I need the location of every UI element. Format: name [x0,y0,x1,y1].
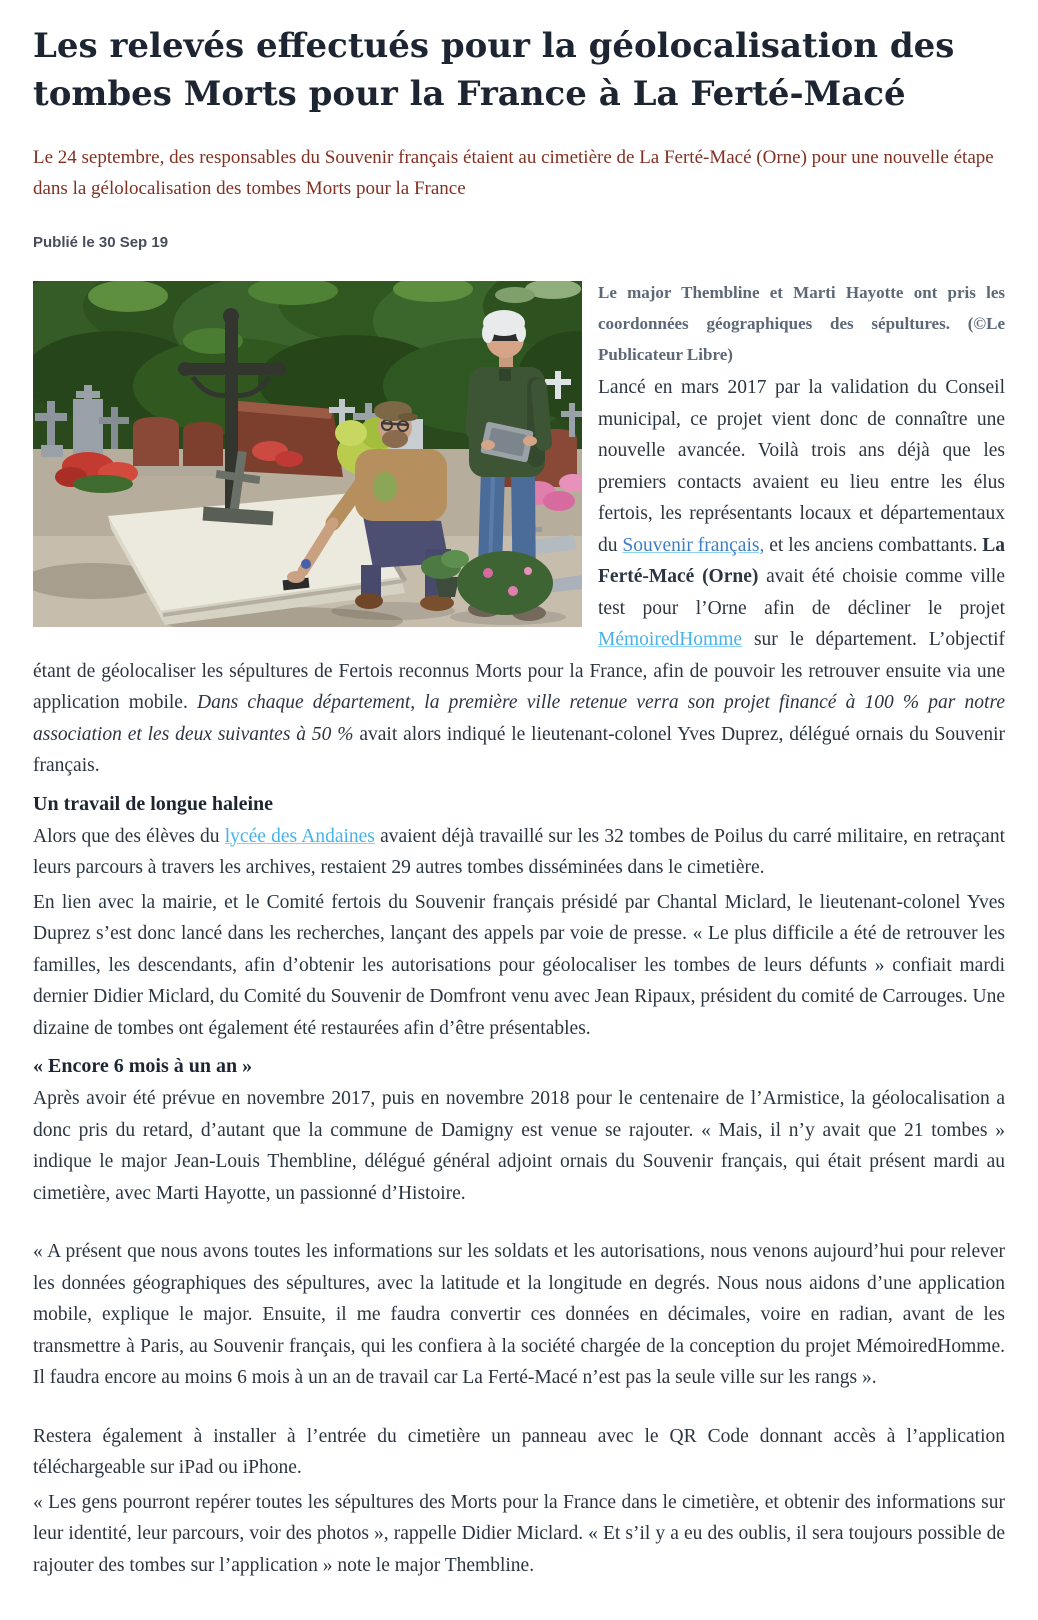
article-standfirst: Le 24 septembre, des responsables du Souvenir français étaient au cimetière de La Ferté-Macé (Orne) pour une nouvelle étape dans la gélolocalisation des tombes Morts pour la France [33,147,994,199]
article-paragraph-6: Restera également à installer à l’entrée du cimetière un panneau avec le QR Code donnant accès à l’application téléchargeable sur iPad ou iPhone. [33,1425,1005,1478]
paragraph-text: Alors que des élèves du [33,825,225,847]
published-date: Publié le 30 Sep 19 [33,234,169,251]
article-paragraph-2 [33,821,1005,884]
paragraph-text: avaient déjà travaillé sur les 32 tombes de Poilus du carré militaire, en retraçant leurs parcours à travers les archives, restaient 29 autres tombes disséminées dans le cimetière. [33,825,1005,878]
article-paragraph-7: « Les gens pourront repérer toutes les sépultures des Morts pour la France dans le cimetière, et obtenir des informations sur leur identité, leur parcours, voir des photos », rappelle Didier Miclard. « Et s’il y a eu des oublis, il sera toujours possible de rajouter des tombes sur l’application » note le major Thembline. [33,1491,1005,1576]
photo-caption: Le major Thembline et Marti Hayotte ont pris les coordonnées géographiques des sépultures. (©Le Publicateur Libre) [598,283,1005,364]
link-memoiredhomme[interactable]: MémoiredHomme [598,629,743,650]
link-souvenir-francais[interactable]: Souvenir français, [622,534,765,556]
article-title: Les relevés effectués pour la géolocalisation des tombes Morts pour la France à La Ferté-Macé [33,26,955,114]
paragraph-text: et les anciens combattants. [764,534,983,556]
paragraph-text: avait alors indiqué le lieutenant-colonel Yves Duprez, délégué ornais du Souvenir français. [33,723,1006,776]
article-paragraph-3: En lien avec la mairie, et le Comité fertois du Souvenir français présidé par Chantal Miclard, le lieutenant-colonel Yves Duprez s’est donc lancé dans les recherches, lançant des appels par voie de presse. « Le plus difficile a été de retrouver les familles, les descendants, afin d’obtenir les autorisations pour géolocaliser les tombes de leurs défunts » confiait mardi dernier Didier Miclard, du Comité du Souvenir de Domfront venu avec Jean Ripaux, président du comité de Carrouges. Une dizaine de tombes ont également été restaurées afin d’être présentables. [33,891,1005,1039]
cemetery-photo-illustration [33,281,582,627]
section-heading-encore: « Encore 6 mois à un an » [33,1055,253,1077]
article-body [33,277,1005,1584]
article-paragraph-4: Après avoir été prévue en novembre 2017, puis en novembre 2018 pour le centenaire de l’Armistice, la géolocalisation a donc pris du retard, d’autant que la commune de Damigny est venue se rajouter. « Mais, il n’y avait que 21 tombes » indique le major Jean-Louis Thembline, délégué général adjoint ornais du Souvenir français, qui était présent mardi au cimetière, avec Marti Hayotte, un passionné d’Histoire. [33,1088,1005,1204]
article-photo [33,281,582,627]
paragraph-text: sur le département. L’objectif étant de géolocaliser les sépultures de Fertois reconnus Morts pour la France, afin de pouvoir les retrouver ensuite via une application mobile. [33,629,1005,713]
section-heading-travail: Un travail de longue haleine [33,792,274,815]
paragraph-text: avait été choisie comme ville test pour l’Orne afin de décliner le projet [598,566,1005,619]
inline-italic-quote: Dans chaque département, la première ville retenue verra son projet financé à 100 % par notre association et les deux suivantes à 50 % [33,692,1005,745]
article-paragraph-5: « A présent que nous avons toutes les informations sur les soldats et les autorisations, nous venons aujourd’hui pour relever les données géographiques des sépultures, avec la latitude et la longitude en degrés. Nous nous aidons d’une application mobile, explique le major. Ensuite, il me faudra convertir ces données en décimales, voire en radian, avant de les transmettre à Paris, au Souvenir français, qui les confiera à la société chargée de la conception du projet MémoiredHomme. Il faudra encore au moins 6 mois à un an de travail car La Ferté-Macé n’est pas la seule ville sur les rangs ». [33,1241,1005,1388]
paragraph-text: Lancé en mars 2017 par la validation du Conseil municipal, ce projet vient donc de connaître une nouvelle avancée. Voilà trois ans déjà que les premiers contacts avaient eu lieu entre les élus fertois, les représentants locaux et départementaux du [598,377,1005,556]
inline-bold-ferte-mace: La Ferté-Macé (Orne) [598,534,1006,587]
link-lycee-andaines[interactable]: lycée des Andaines [224,825,375,847]
